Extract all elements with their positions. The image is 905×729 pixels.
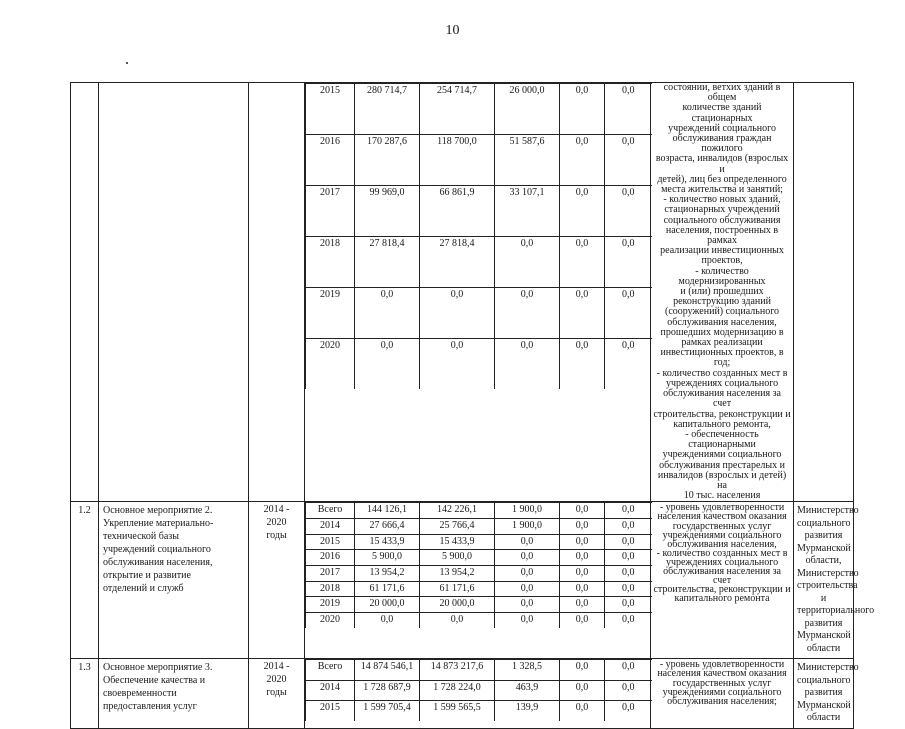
section-1-2-name (99, 502, 249, 659)
cell-regional: 25 766,4 (420, 519, 495, 535)
section-top-figures (305, 83, 651, 502)
measure-name-line: отделений и служб (103, 583, 184, 595)
measure-name-line: Основное мероприятие 3. (103, 662, 213, 674)
cell-other: 0,0 (605, 613, 652, 628)
cell-local: 0,0 (560, 581, 605, 597)
indicator-line: социального обслуживания (663, 214, 781, 226)
indicator-line: учреждениями социального (662, 449, 782, 461)
cell-total: 0,0 (355, 613, 420, 628)
year-row (306, 339, 652, 390)
cell-other: 0,0 (605, 84, 652, 135)
section-1-3-row (71, 659, 854, 729)
cell-local: 0,0 (560, 701, 605, 721)
cell-local: 0,0 (560, 597, 605, 613)
year-row (306, 534, 652, 550)
cell-regional: 14 873 217,6 (420, 660, 495, 681)
cell-federal: 0,0 (495, 581, 560, 597)
section-top-executor-cell (794, 83, 854, 502)
indicator-line: обслуживания населения, (667, 538, 777, 550)
indicator-line: учреждениями социального (662, 686, 782, 698)
cell-other: 0,0 (605, 503, 652, 519)
year-row (306, 613, 652, 628)
indicator-line: - количество модернизированных (678, 265, 766, 287)
cell-regional: 13 954,2 (420, 566, 495, 582)
executor-line: строительства и (797, 580, 858, 604)
cell-year: 2014 (306, 680, 355, 701)
cell-other: 0,0 (605, 660, 652, 681)
cell-local: 0,0 (560, 566, 605, 582)
indicator-line: населения качеством оказания (657, 668, 787, 680)
cell-other: 0,0 (605, 534, 652, 550)
cell-federal: 1 900,0 (495, 503, 560, 519)
year-row (306, 550, 652, 566)
indicator-line: - количество созданных мест в (656, 367, 788, 379)
indicator-line: инвалидов (взрослых и детей) на (657, 469, 787, 491)
cell-regional: 0,0 (420, 339, 495, 390)
indicator-line: - уровень удовлетворенности (659, 659, 785, 671)
indicator-line: реализации инвестиционных (660, 245, 784, 257)
section-1-2-executor (794, 502, 875, 659)
section-1-3-name (99, 659, 249, 729)
cell-total: 1 728 687,9 (355, 680, 420, 701)
cell-total: 20 000,0 (355, 597, 420, 613)
section-1-3-figures (305, 659, 651, 729)
indicator-line: учреждениях социального (665, 377, 779, 389)
year-row (306, 288, 652, 339)
cell-year: 2014 (306, 519, 355, 535)
indicator-line: прошедших модернизацию в (660, 326, 784, 338)
year-row (306, 84, 652, 135)
year-row (306, 186, 652, 237)
indicator-line: капитального ремонта, (673, 418, 771, 430)
cell-total: 15 433,9 (355, 534, 420, 550)
cell-regional: 27 818,4 (420, 237, 495, 288)
cell-federal: 0,0 (495, 597, 560, 613)
cell-regional: 5 900,0 (420, 550, 495, 566)
cell-federal: 139,9 (495, 701, 560, 721)
section-top-indicators (651, 83, 794, 502)
year-row (306, 597, 652, 613)
indicator-line: населения, построенных в рамках (665, 224, 779, 247)
period-line: 2014 - (263, 661, 290, 673)
executor-line: территориального (797, 605, 875, 617)
cell-federal: 0,0 (495, 613, 560, 628)
indicator-line: учреждениях социального (665, 556, 779, 568)
indicator-line: строительства, реконструкции и (653, 584, 791, 596)
cell-federal: 0,0 (495, 550, 560, 566)
indicator-line: учреждений социального (668, 122, 776, 134)
indicator-line: строительства, реконструкции и (653, 408, 791, 420)
section-1-2-number: 1.2 (71, 502, 99, 659)
section-1-3-period (249, 659, 305, 729)
cell-regional: 15 433,9 (420, 534, 495, 550)
measure-name-line: открытие и развитие (103, 570, 191, 582)
indicator-line: государственных услуг (672, 677, 772, 689)
executor-line: Министерство (797, 662, 859, 674)
cell-other: 0,0 (605, 581, 652, 597)
period-line: годы (266, 530, 287, 542)
cell-local: 0,0 (560, 237, 605, 288)
cell-local: 0,0 (560, 519, 605, 535)
cell-regional: 118 700,0 (420, 135, 495, 186)
executor-line: Министерство (797, 567, 859, 579)
cell-year: 2020 (306, 339, 355, 390)
cell-regional: 142 226,1 (420, 503, 495, 519)
year-row (306, 680, 652, 701)
cell-year: 2015 (306, 701, 355, 721)
cell-regional: 0,0 (420, 288, 495, 339)
indicator-line: обслуживания населения за счет (663, 565, 781, 587)
section-1-2-period (249, 502, 305, 659)
section-top-year-table (305, 83, 652, 389)
cell-federal: 26 000,0 (495, 84, 560, 135)
executor-line: области (806, 642, 841, 654)
cell-total: 5 900,0 (355, 550, 420, 566)
cell-other: 0,0 (605, 186, 652, 237)
year-row (306, 503, 652, 519)
cell-total: 27 666,4 (355, 519, 420, 535)
indicator-line: рамках реализации (681, 337, 763, 349)
section-top-period-cell (249, 83, 305, 502)
measure-name-line: Основное мероприятие 2. (103, 505, 213, 517)
section-top-row (71, 83, 854, 502)
cell-federal: 0,0 (495, 237, 560, 288)
measure-name-line: Обеспечение качества и (103, 675, 206, 687)
cell-year: 2016 (306, 550, 355, 566)
cell-federal: 0,0 (495, 534, 560, 550)
cell-year: 2015 (306, 534, 355, 550)
cell-year: Всего (306, 660, 355, 681)
cell-federal: 0,0 (495, 566, 560, 582)
indicator-line: капитального ремонта (674, 593, 770, 605)
cell-total: 0,0 (355, 288, 420, 339)
executor-line: развития Мурманской (797, 617, 851, 642)
cell-total: 144 126,1 (355, 503, 420, 519)
page-number: 10 (445, 23, 460, 38)
cell-total: 13 954,2 (355, 566, 420, 582)
indicator-line: состоянии, ветхих зданий в общем (663, 82, 781, 104)
cell-total: 27 818,4 (355, 237, 420, 288)
section-1-3-executor (794, 659, 859, 729)
cell-local: 0,0 (560, 534, 605, 550)
cell-local: 0,0 (560, 186, 605, 237)
cell-other: 0,0 (605, 550, 652, 566)
indicator-line: проектов, (701, 255, 743, 267)
indicator-line: количестве зданий стационарных (682, 102, 762, 124)
cell-regional: 1 728 224,0 (420, 680, 495, 701)
period-line: 2020 (266, 674, 287, 686)
cell-total: 1 599 705,4 (355, 701, 420, 721)
executor-line: социального развития (797, 517, 851, 542)
section-1-3-indicators (651, 659, 794, 729)
section-top-name-cell (99, 83, 249, 502)
cell-local: 0,0 (560, 550, 605, 566)
cell-other: 0,0 (605, 237, 652, 288)
cell-local: 0,0 (560, 135, 605, 186)
cell-federal: 463,9 (495, 680, 560, 701)
measure-name-line: учреждений социального (103, 544, 211, 556)
cell-regional: 66 861,9 (420, 186, 495, 237)
executor-line: социального развития (797, 674, 851, 699)
cell-local: 0,0 (560, 680, 605, 701)
cell-federal: 51 587,6 (495, 135, 560, 186)
indicator-line: обслуживания населения за счет (663, 388, 781, 410)
cell-regional: 0,0 (420, 613, 495, 628)
executor-line: Мурманской области, (797, 542, 851, 567)
cell-other: 0,0 (605, 566, 652, 582)
section-1-2-year-table (305, 502, 652, 628)
cell-year: 2019 (306, 288, 355, 339)
cell-federal: 0,0 (495, 288, 560, 339)
cell-local: 0,0 (560, 288, 605, 339)
year-row (306, 566, 652, 582)
cell-year: 2020 (306, 613, 355, 628)
cell-total: 170 287,6 (355, 135, 420, 186)
section-1-2-indicators (651, 502, 794, 659)
period-line: годы (266, 687, 287, 699)
cell-regional: 20 000,0 (420, 597, 495, 613)
cell-regional: 254 714,7 (420, 84, 495, 135)
executor-line: Мурманской области (797, 699, 851, 724)
measure-name-line: технической базы (103, 531, 179, 543)
indicator-line: 10 тыс. населения (683, 490, 761, 502)
cell-local: 0,0 (560, 84, 605, 135)
period-line: 2020 (266, 517, 287, 529)
indicator-line: места жительства и занятий; (661, 184, 783, 196)
indicator-line: (сооружений) социального (665, 306, 780, 318)
year-row (306, 701, 652, 721)
cell-year: 2018 (306, 237, 355, 288)
period-line: 2014 - (263, 504, 290, 516)
cell-year: 2016 (306, 135, 355, 186)
cell-other: 0,0 (605, 339, 652, 390)
cell-regional: 61 171,6 (420, 581, 495, 597)
cell-other: 0,0 (605, 701, 652, 721)
indicator-line: обслуживания престарелых и (659, 459, 785, 471)
indicator-line: государственных услуг (672, 520, 772, 532)
cell-year: 2017 (306, 566, 355, 582)
cell-federal: 33 107,1 (495, 186, 560, 237)
cell-regional: 1 599 565,5 (420, 701, 495, 721)
indicator-line: обслуживания граждан пожилого (672, 133, 772, 155)
cell-total: 99 969,0 (355, 186, 420, 237)
cell-local: 0,0 (560, 660, 605, 681)
cell-federal: 0,0 (495, 339, 560, 390)
indicator-line: и (или) прошедших (680, 286, 764, 298)
cell-other: 0,0 (605, 597, 652, 613)
cell-federal: 1 900,0 (495, 519, 560, 535)
cell-total: 61 171,6 (355, 581, 420, 597)
measure-name-line: предоставления услуг (103, 701, 197, 713)
cell-year: Всего (306, 503, 355, 519)
cell-local: 0,0 (560, 613, 605, 628)
cell-other: 0,0 (605, 135, 652, 186)
section-top-num-cell (71, 83, 99, 502)
section-1-3-year-table (305, 659, 652, 721)
year-row (306, 519, 652, 535)
measure-name-line: обслуживания населения, (103, 557, 213, 569)
cell-other: 0,0 (605, 288, 652, 339)
cell-total: 280 714,7 (355, 84, 420, 135)
indicator-line: стационарных учреждений (664, 204, 780, 216)
indicator-line: возраста, инвалидов (взрослых и (655, 153, 789, 175)
indicator-line: - количество созданных мест в (656, 547, 788, 559)
cell-other: 0,0 (605, 519, 652, 535)
section-1-2-figures (305, 502, 651, 659)
year-row (306, 660, 652, 681)
year-row (306, 135, 652, 186)
cell-year: 2015 (306, 84, 355, 135)
measure-name-line: своевременности (103, 688, 177, 700)
indicator-line: - обеспеченность стационарными (685, 428, 759, 451)
indicator-line: - уровень удовлетворенности (659, 502, 785, 514)
cell-local: 0,0 (560, 503, 605, 519)
cell-year: 2017 (306, 186, 355, 237)
indicator-line: инвестиционных проектов, в год; (660, 347, 784, 369)
cell-year: 2018 (306, 581, 355, 597)
year-row (306, 581, 652, 597)
cell-total: 14 874 546,1 (355, 660, 420, 681)
cell-total: 0,0 (355, 339, 420, 390)
indicator-line: обслуживания населения; (667, 695, 777, 707)
cell-year: 2019 (306, 597, 355, 613)
measure-name-line: Укрепление материально- (103, 518, 214, 530)
year-row (306, 237, 652, 288)
indicator-line: детей), лиц без определенного (657, 173, 787, 185)
cell-federal: 1 328,5 (495, 660, 560, 681)
indicator-line: обслуживания населения, (667, 316, 777, 328)
section-1-3-number: 1.3 (71, 659, 99, 729)
indicator-line: учреждениями социального (662, 529, 782, 541)
cell-other: 0,0 (605, 680, 652, 701)
indicator-line: реконструкцию зданий (673, 296, 771, 308)
indicator-line: населения качеством оказания (657, 511, 787, 523)
cell-local: 0,0 (560, 339, 605, 390)
scan-speck (126, 62, 128, 64)
executor-line: Министерство (797, 505, 859, 517)
program-table (70, 82, 875, 729)
section-1-2-row (71, 502, 854, 659)
indicator-line: - количество новых зданий, (663, 194, 781, 206)
